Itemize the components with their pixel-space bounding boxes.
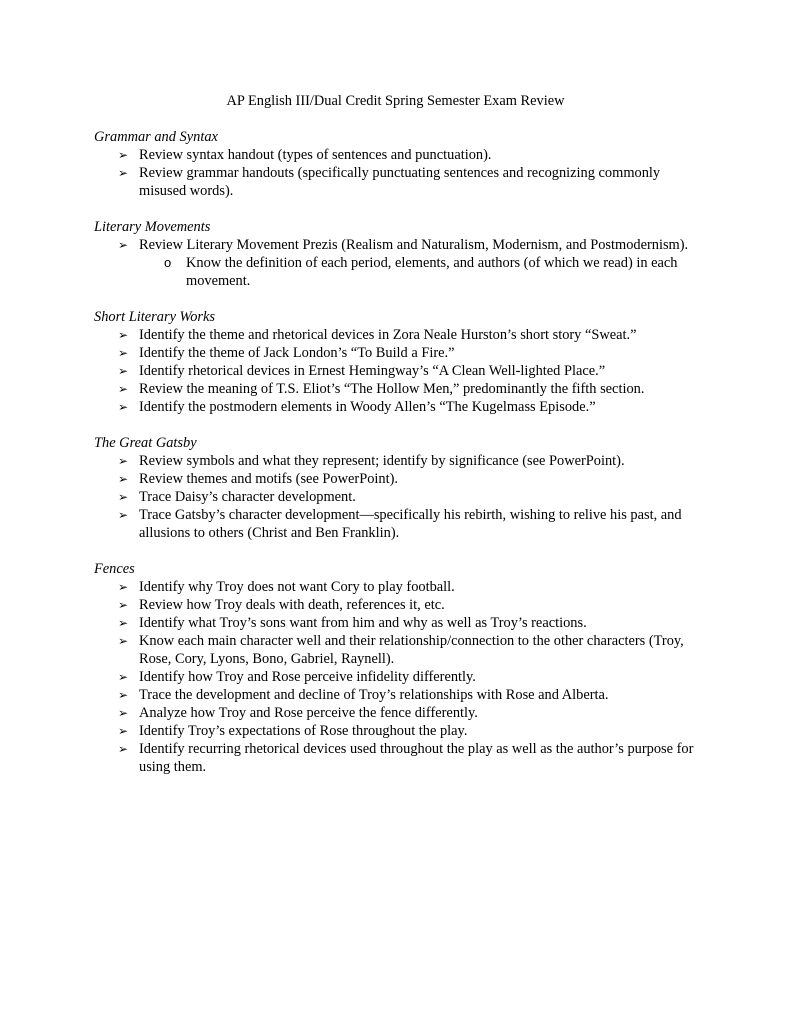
list-item xyxy=(94,488,704,506)
list-item xyxy=(94,596,704,614)
list-item xyxy=(94,614,704,632)
sub-bullet-list xyxy=(139,254,704,290)
bullet-list xyxy=(94,236,704,290)
list-item xyxy=(94,686,704,704)
list-item-text: Review Literary Movement Prezis (Realism and Naturalism, Modernism, and Postmodernism). xyxy=(139,237,689,253)
arrow-bullet-icon: ➢ xyxy=(118,454,129,468)
bullet-list xyxy=(94,452,704,542)
list-item-text: Identify Troy’s expectations of Rose throughout the play. xyxy=(139,723,468,739)
list-item-text: Identify what Troy’s sons want from him and why as well as Troy’s reactions. xyxy=(139,615,587,631)
arrow-bullet-icon: ➢ xyxy=(118,598,129,612)
list-item xyxy=(94,326,704,344)
section xyxy=(94,560,704,776)
sub-list-item-text: Know the definition of each period, elements, and authors (of which we read) in each movement. xyxy=(186,255,678,289)
bullet-list xyxy=(94,578,704,776)
list-item-text: Identify why Troy does not want Cory to play football. xyxy=(139,579,455,595)
arrow-bullet-icon: ➢ xyxy=(118,364,129,378)
arrow-bullet-icon: ➢ xyxy=(118,706,129,720)
arrow-bullet-icon: ➢ xyxy=(118,742,129,756)
list-item xyxy=(94,380,704,398)
arrow-bullet-icon: ➢ xyxy=(118,580,129,594)
arrow-bullet-icon: ➢ xyxy=(118,634,129,648)
document-title: AP English III/Dual Credit Spring Semester Exam Review xyxy=(226,93,565,109)
list-item xyxy=(94,164,704,200)
arrow-bullet-icon: ➢ xyxy=(118,166,129,180)
section-heading: The Great Gatsby xyxy=(94,435,197,451)
arrow-bullet-icon: ➢ xyxy=(118,472,129,486)
arrow-bullet-icon: ➢ xyxy=(118,724,129,738)
list-item-text: Review how Troy deals with death, references it, etc. xyxy=(139,597,445,613)
arrow-bullet-icon: ➢ xyxy=(118,616,129,630)
list-item-text: Identify recurring rhetorical devices used throughout the play as well as the author’s purpose for using them. xyxy=(139,741,694,775)
list-item-text: Analyze how Troy and Rose perceive the fence differently. xyxy=(139,705,478,721)
section xyxy=(94,128,704,200)
list-item-text: Trace Gatsby’s character development—specifically his rebirth, wishing to relive his past, and allusions to others (Christ and Ben Franklin). xyxy=(139,507,682,541)
list-item-text: Trace the development and decline of Troy’s relationships with Rose and Alberta. xyxy=(139,687,609,703)
list-item xyxy=(94,236,704,290)
list-item xyxy=(94,722,704,740)
arrow-bullet-icon: ➢ xyxy=(118,148,129,162)
section-heading: Literary Movements xyxy=(94,219,211,235)
bullet-list xyxy=(94,146,704,200)
arrow-bullet-icon: ➢ xyxy=(118,346,129,360)
arrow-bullet-icon: ➢ xyxy=(118,508,129,522)
list-item-text: Review the meaning of T.S. Eliot’s “The Hollow Men,” predominantly the fifth section. xyxy=(139,381,645,397)
list-item xyxy=(94,146,704,164)
section xyxy=(94,434,704,542)
arrow-bullet-icon: ➢ xyxy=(118,670,129,684)
arrow-bullet-icon: ➢ xyxy=(118,328,129,342)
list-item-text: Review syntax handout (types of sentences and punctuation). xyxy=(139,147,492,163)
arrow-bullet-icon: ➢ xyxy=(118,382,129,396)
list-item xyxy=(94,740,704,776)
list-item xyxy=(94,668,704,686)
list-item xyxy=(94,632,704,668)
section-heading: Grammar and Syntax xyxy=(94,129,218,145)
list-item xyxy=(94,578,704,596)
list-item xyxy=(94,344,704,362)
list-item-text: Review symbols and what they represent; identify by significance (see PowerPoint). xyxy=(139,453,625,469)
section xyxy=(94,218,704,290)
list-item xyxy=(94,506,704,542)
circle-bullet-icon: o xyxy=(164,255,172,270)
list-item xyxy=(94,398,704,416)
section-heading: Short Literary Works xyxy=(94,309,215,325)
list-item-text: Know each main character well and their relationship/connection to the other characters (Troy, Rose, Cory, Lyons, Bono, Gabriel, Raynell). xyxy=(139,633,684,667)
list-item-text: Review themes and motifs (see PowerPoint). xyxy=(139,471,398,487)
list-item xyxy=(94,362,704,380)
section xyxy=(94,308,704,416)
arrow-bullet-icon: ➢ xyxy=(118,688,129,702)
list-item xyxy=(94,452,704,470)
list-item-text: Review grammar handouts (specifically punctuating sentences and recognizing commonly misused words). xyxy=(139,165,661,199)
bullet-list xyxy=(94,326,704,416)
section-heading: Fences xyxy=(94,561,135,577)
list-item-text: Identify the postmodern elements in Woody Allen’s “The Kugelmass Episode.” xyxy=(139,399,596,415)
arrow-bullet-icon: ➢ xyxy=(118,490,129,504)
list-item-text: Identify the theme and rhetorical devices in Zora Neale Hurston’s short story “Sweat.” xyxy=(139,327,637,343)
sub-list-item xyxy=(139,254,704,290)
list-item xyxy=(94,704,704,722)
arrow-bullet-icon: ➢ xyxy=(118,400,129,414)
document-body xyxy=(94,128,704,794)
list-item-text: Identify how Troy and Rose perceive infidelity differently. xyxy=(139,669,476,685)
list-item-text: Identify the theme of Jack London’s “To Build a Fire.” xyxy=(139,345,455,361)
arrow-bullet-icon: ➢ xyxy=(118,238,129,252)
list-item-text: Trace Daisy’s character development. xyxy=(139,489,356,505)
list-item-text: Identify rhetorical devices in Ernest Hemingway’s “A Clean Well-lighted Place.” xyxy=(139,363,606,379)
list-item xyxy=(94,470,704,488)
